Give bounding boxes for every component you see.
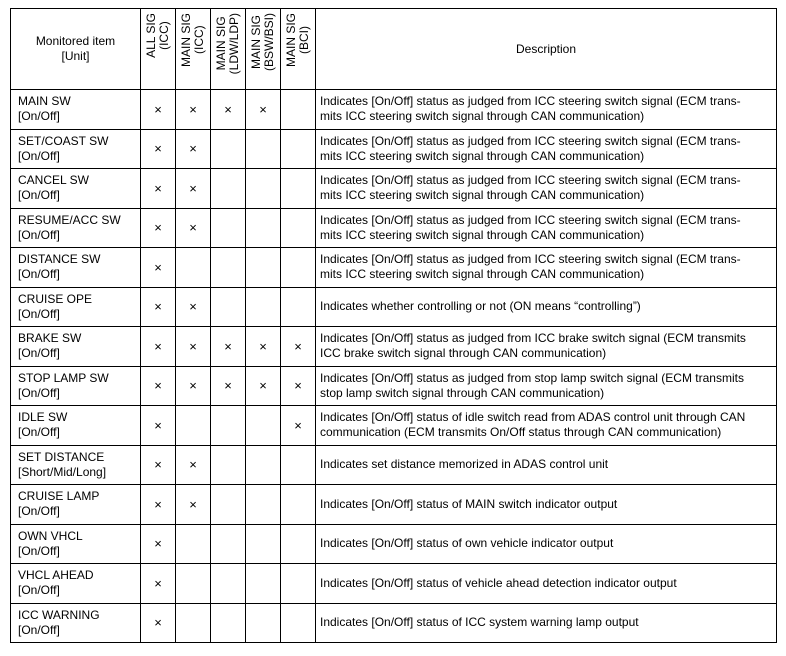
signal-mark-cell: [211, 603, 246, 643]
table-header-row: [11, 9, 777, 90]
signal-mark-cell: [211, 524, 246, 564]
header-main-sig-icc: MAIN SIG (ICC): [176, 9, 211, 90]
monitored-item-cell: [11, 327, 141, 367]
signal-mark-cell: ×: [141, 603, 176, 643]
header-main-sig-bci: MAIN SIG (BCI): [281, 9, 316, 90]
table-row: [11, 406, 777, 446]
item-name: IDLE SW: [18, 410, 68, 425]
description-cell: [316, 169, 777, 209]
signal-mark-cell: ×: [141, 169, 176, 209]
signal-mark-cell: ×: [141, 366, 176, 406]
item-name: BRAKE SW: [18, 331, 82, 346]
item-name: ICC WARNING: [18, 607, 100, 622]
description-line: mits ICC steering switch signal through CAN communication): [320, 267, 645, 282]
item-unit: [On/Off]: [18, 583, 60, 598]
description-line: stop lamp switch signal through CAN communication): [320, 385, 605, 400]
header-main-sig-bsw: MAIN SIG (BSW/BSI): [246, 9, 281, 90]
signal-mark-cell: [246, 406, 281, 446]
monitored-item-cell: [11, 485, 141, 525]
signal-mark-cell: [281, 129, 316, 169]
description-line: mits ICC steering switch signal through CAN communication): [320, 109, 645, 124]
monitored-item-cell: [11, 169, 141, 209]
signal-mark-cell: [176, 564, 211, 604]
signal-mark-cell: [246, 485, 281, 525]
signal-mark-cell: ×: [176, 287, 211, 327]
item-name: MAIN SW: [18, 94, 71, 109]
item-unit: [On/Off]: [18, 188, 60, 203]
signal-mark-cell: [246, 129, 281, 169]
header-main-sig-ldw: MAIN SIG (LDW/LDP): [211, 9, 246, 90]
item-unit: [On/Off]: [18, 109, 60, 124]
table-row: [11, 287, 777, 327]
item-unit: [On/Off]: [18, 306, 60, 321]
signal-mark-cell: [176, 524, 211, 564]
signal-mark-cell: [246, 208, 281, 248]
description-line: Indicates [On/Off] status of idle switch read from ADAS control unit through CAN: [320, 410, 746, 425]
description-line: ICC brake switch signal through CAN communication): [320, 346, 607, 361]
signal-mark-cell: ×: [176, 129, 211, 169]
monitored-item-cell: [11, 208, 141, 248]
monitored-item-cell: [11, 524, 141, 564]
table-row: [11, 485, 777, 525]
description-line: mits ICC steering switch signal through CAN communication): [320, 148, 645, 163]
signal-mark-cell: [176, 603, 211, 643]
item-name: SET DISTANCE: [18, 449, 105, 464]
header-item-unit: [Unit]: [61, 49, 90, 63]
monitored-item-cell: [11, 248, 141, 288]
signal-mark-cell: [281, 485, 316, 525]
description-line: Indicates set distance memorized in ADAS control unit: [320, 457, 609, 472]
signal-mark-cell: [211, 248, 246, 288]
header-monitored-item: [11, 9, 141, 90]
signal-mark-cell: ×: [141, 327, 176, 367]
description-cell: [316, 248, 777, 288]
signal-mark-cell: ×: [176, 169, 211, 209]
item-name: RESUME/ACC SW: [18, 212, 121, 227]
description-line: Indicates [On/Off] status as judged from ICC steering switch signal (ECM trans-: [320, 133, 741, 148]
signal-mark-cell: ×: [211, 366, 246, 406]
item-unit: [On/Off]: [18, 227, 60, 242]
item-name: STOP LAMP SW: [18, 370, 109, 385]
monitored-item-cell: [11, 90, 141, 130]
monitored-item-cell: [11, 366, 141, 406]
signal-mark-cell: ×: [141, 524, 176, 564]
description-line: Indicates [On/Off] status as judged from ICC steering switch signal (ECM trans-: [320, 94, 741, 109]
monitor-item-table: [10, 8, 777, 643]
description-cell: [316, 445, 777, 485]
monitored-item-cell: [11, 287, 141, 327]
table-row: [11, 445, 777, 485]
description-line: Indicates [On/Off] status of MAIN switch indicator output: [320, 496, 618, 511]
description-cell: [316, 406, 777, 446]
signal-mark-cell: [281, 603, 316, 643]
signal-mark-cell: [281, 445, 316, 485]
description-cell: [316, 485, 777, 525]
signal-mark-cell: [211, 564, 246, 604]
table-row: [11, 90, 777, 130]
monitored-item-cell: [11, 603, 141, 643]
header-description: Description: [316, 9, 777, 90]
table-row: [11, 327, 777, 367]
signal-mark-cell: [281, 169, 316, 209]
description-line: Indicates [On/Off] status of own vehicle indicator output: [320, 536, 614, 551]
item-unit: [On/Off]: [18, 622, 60, 637]
item-name: CRUISE LAMP: [18, 489, 100, 504]
signal-mark-cell: [246, 603, 281, 643]
description-cell: [316, 327, 777, 367]
item-name: OWN VHCL: [18, 528, 83, 543]
description-line: mits ICC steering switch signal through CAN communication): [320, 188, 645, 203]
description-line: Indicates [On/Off] status as judged from ICC brake switch signal (ECM transmits: [320, 331, 746, 346]
description-line: Indicates [On/Off] status of ICC system warning lamp output: [320, 615, 639, 630]
signal-mark-cell: [281, 564, 316, 604]
signal-mark-cell: [246, 287, 281, 327]
description-line: Indicates whether controlling or not (ON means “controlling”): [320, 299, 641, 314]
table-row: [11, 248, 777, 288]
item-name: CANCEL SW: [18, 173, 89, 188]
item-name: VHCL AHEAD: [18, 568, 94, 583]
monitored-item-cell: [11, 406, 141, 446]
table-row: [11, 129, 777, 169]
monitored-item-cell: [11, 445, 141, 485]
item-name: DISTANCE SW: [18, 252, 101, 267]
description-cell: [316, 129, 777, 169]
signal-mark-cell: ×: [246, 327, 281, 367]
signal-mark-cell: ×: [176, 485, 211, 525]
description-cell: [316, 524, 777, 564]
description-line: Indicates [On/Off] status as judged from ICC steering switch signal (ECM trans-: [320, 252, 741, 267]
description-cell: [316, 564, 777, 604]
signal-mark-cell: ×: [176, 90, 211, 130]
signal-mark-cell: ×: [141, 485, 176, 525]
signal-mark-cell: ×: [141, 287, 176, 327]
signal-mark-cell: ×: [141, 90, 176, 130]
description-cell: [316, 208, 777, 248]
signal-mark-cell: [176, 406, 211, 446]
table-row: [11, 169, 777, 209]
item-unit: [On/Off]: [18, 267, 60, 282]
signal-mark-cell: ×: [211, 327, 246, 367]
signal-mark-cell: ×: [141, 564, 176, 604]
header-item-title: Monitored item: [35, 34, 116, 48]
monitored-item-cell: [11, 129, 141, 169]
table-row: [11, 603, 777, 643]
description-cell: [316, 287, 777, 327]
signal-mark-cell: ×: [281, 327, 316, 367]
signal-mark-cell: ×: [281, 406, 316, 446]
description-line: Indicates [On/Off] status as judged from ICC steering switch signal (ECM trans-: [320, 212, 741, 227]
signal-mark-cell: [281, 90, 316, 130]
item-unit: [On/Off]: [18, 543, 60, 558]
item-unit: [On/Off]: [18, 346, 60, 361]
signal-mark-cell: ×: [211, 90, 246, 130]
table-row: [11, 366, 777, 406]
description-line: Indicates [On/Off] status as judged from ICC steering switch signal (ECM trans-: [320, 173, 741, 188]
signal-mark-cell: ×: [176, 445, 211, 485]
signal-mark-cell: [211, 169, 246, 209]
signal-mark-cell: ×: [176, 327, 211, 367]
signal-mark-cell: [211, 129, 246, 169]
table-row: [11, 524, 777, 564]
signal-mark-cell: [281, 524, 316, 564]
item-unit: [On/Off]: [18, 425, 60, 440]
signal-mark-cell: [246, 524, 281, 564]
description-cell: [316, 603, 777, 643]
signal-mark-cell: [281, 208, 316, 248]
signal-mark-cell: ×: [141, 129, 176, 169]
description-cell: [316, 90, 777, 130]
signal-mark-cell: ×: [176, 208, 211, 248]
signal-mark-cell: [246, 564, 281, 604]
signal-mark-cell: [211, 208, 246, 248]
signal-mark-cell: [246, 169, 281, 209]
signal-mark-cell: [281, 248, 316, 288]
item-name: CRUISE OPE: [18, 291, 93, 306]
monitored-item-cell: [11, 564, 141, 604]
item-unit: [On/Off]: [18, 148, 60, 163]
signal-mark-cell: [246, 248, 281, 288]
signal-mark-cell: ×: [141, 445, 176, 485]
signal-mark-cell: ×: [141, 406, 176, 446]
table-body: [11, 90, 777, 643]
item-unit: [On/Off]: [18, 385, 60, 400]
signal-mark-cell: [246, 445, 281, 485]
signal-mark-cell: ×: [281, 366, 316, 406]
header-all-sig-icc: ALL SIG (ICC): [141, 9, 176, 90]
signal-mark-cell: [211, 445, 246, 485]
signal-mark-cell: ×: [141, 208, 176, 248]
item-unit: [On/Off]: [18, 504, 60, 519]
signal-mark-cell: [211, 287, 246, 327]
signal-mark-cell: [176, 248, 211, 288]
item-unit: [Short/Mid/Long]: [18, 464, 107, 479]
table-row: [11, 208, 777, 248]
signal-mark-cell: [211, 485, 246, 525]
description-line: Indicates [On/Off] status of vehicle ahead detection indicator output: [320, 575, 677, 590]
description-line: communication (ECM transmits On/Off status through CAN communication): [320, 425, 722, 440]
signal-mark-cell: [211, 406, 246, 446]
item-name: SET/COAST SW: [18, 133, 109, 148]
signal-mark-cell: ×: [141, 248, 176, 288]
signal-mark-cell: ×: [246, 366, 281, 406]
description-cell: [316, 366, 777, 406]
description-line: mits ICC steering switch signal through CAN communication): [320, 227, 645, 242]
signal-mark-cell: ×: [176, 366, 211, 406]
table-row: [11, 564, 777, 604]
signal-mark-cell: [281, 287, 316, 327]
description-line: Indicates [On/Off] status as judged from stop lamp switch signal (ECM transmits: [320, 370, 744, 385]
signal-mark-cell: ×: [246, 90, 281, 130]
